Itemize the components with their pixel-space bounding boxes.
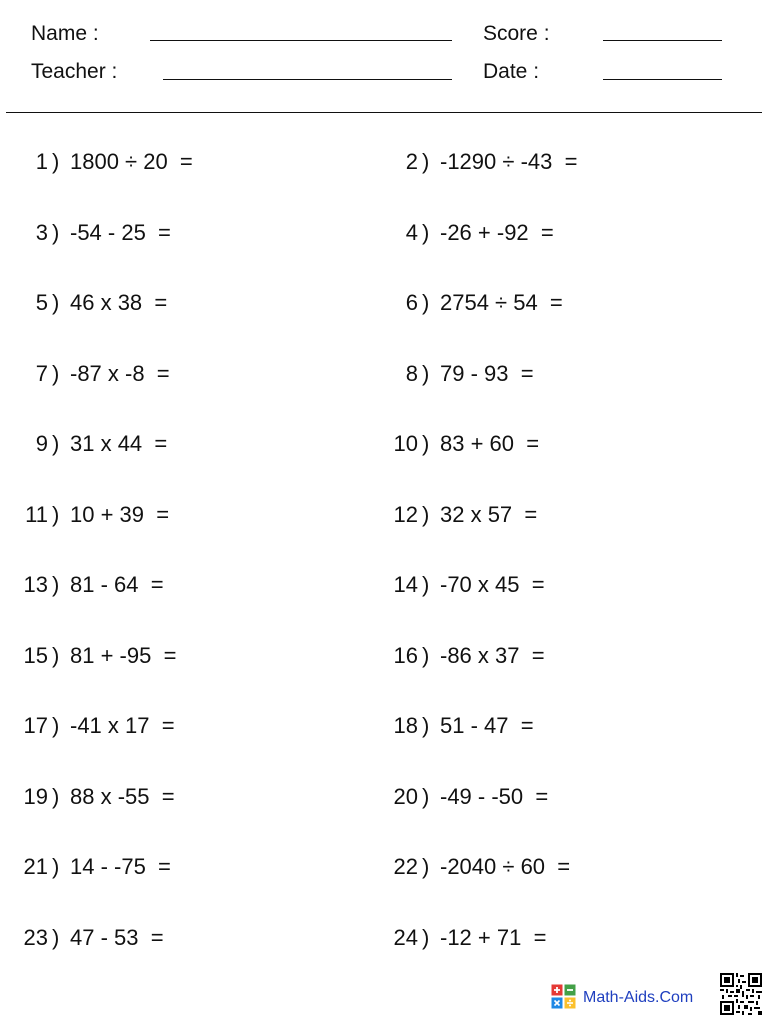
problem-12 <box>370 500 700 530</box>
problem-paren: ) <box>422 925 430 950</box>
problem-expression: -1290 ÷ -43 = <box>440 149 578 174</box>
problem-number: 1 <box>35 149 48 174</box>
problem-expression: 10 + 39 = <box>70 502 170 527</box>
problem-expression: 79 - 93 = <box>440 361 534 386</box>
problem-6 <box>370 288 700 318</box>
problem-paren: ) <box>422 431 430 456</box>
problem-expression: -87 x -8 = <box>70 361 170 386</box>
problem-23 <box>0 923 330 953</box>
problem-paren: ) <box>422 290 430 315</box>
problem-13 <box>0 570 330 600</box>
problem-8 <box>370 359 700 389</box>
date-line[interactable] <box>603 79 722 80</box>
problem-number: 7 <box>35 361 48 386</box>
problem-paren: ) <box>422 361 430 386</box>
problem-paren: ) <box>422 149 430 174</box>
problem-paren: ) <box>52 784 60 809</box>
problem-16 <box>370 641 700 671</box>
problem-expression: 32 x 57 = <box>440 502 538 527</box>
problem-19 <box>0 782 330 812</box>
problem-expression: -41 x 17 = <box>70 713 175 738</box>
score-label: Score : <box>483 22 550 45</box>
problem-number: 18 <box>393 713 418 738</box>
problem-number: 10 <box>393 431 418 456</box>
problem-number: 21 <box>23 854 48 879</box>
problem-paren: ) <box>52 502 60 527</box>
problem-expression: 83 + 60 = <box>440 431 540 456</box>
problem-number: 23 <box>23 925 48 950</box>
problem-11 <box>0 500 330 530</box>
problem-3 <box>0 218 330 248</box>
problem-20 <box>370 782 700 812</box>
problem-18 <box>370 711 700 741</box>
problem-expression: -54 - 25 = <box>70 220 171 245</box>
problem-paren: ) <box>52 854 60 879</box>
teacher-line[interactable] <box>163 79 452 80</box>
name-label: Name : <box>31 22 99 45</box>
problem-number: 20 <box>393 784 418 809</box>
problem-number: 16 <box>393 643 418 668</box>
problem-paren: ) <box>52 431 60 456</box>
problem-number: 5 <box>35 290 48 315</box>
problem-5 <box>0 288 330 318</box>
problem-number: 12 <box>393 502 418 527</box>
problem-expression: -12 + 71 = <box>440 925 547 950</box>
problem-paren: ) <box>52 925 60 950</box>
score-line[interactable] <box>603 40 722 41</box>
problem-21 <box>0 852 330 882</box>
problem-number: 3 <box>35 220 48 245</box>
problem-number: 15 <box>23 643 48 668</box>
header-divider <box>6 112 762 113</box>
problem-7 <box>0 359 330 389</box>
problem-9 <box>0 429 330 459</box>
problem-14 <box>370 570 700 600</box>
problem-number: 22 <box>393 854 418 879</box>
problem-paren: ) <box>52 572 60 597</box>
brand-link[interactable]: Math-Aids.Com <box>583 989 694 1006</box>
problem-paren: ) <box>52 290 60 315</box>
name-line[interactable] <box>150 40 452 41</box>
problem-number: 4 <box>405 220 418 245</box>
problem-number: 8 <box>405 361 418 386</box>
problem-paren: ) <box>52 220 60 245</box>
problem-15 <box>0 641 330 671</box>
problem-paren: ) <box>52 713 60 738</box>
problem-expression: -70 x 45 = <box>440 572 545 597</box>
problem-paren: ) <box>52 643 60 668</box>
problem-1 <box>0 147 330 177</box>
problem-4 <box>370 218 700 248</box>
problem-17 <box>0 711 330 741</box>
problem-number: 24 <box>393 925 418 950</box>
problem-number: 2 <box>405 149 418 174</box>
problem-expression: 88 x -55 = <box>70 784 175 809</box>
problem-10 <box>370 429 700 459</box>
problem-paren: ) <box>422 784 430 809</box>
problem-expression: -2040 ÷ 60 = <box>440 854 571 879</box>
problem-number: 19 <box>23 784 48 809</box>
problem-number: 13 <box>23 572 48 597</box>
qr-code-icon <box>720 973 762 1015</box>
problem-expression: 47 - 53 = <box>70 925 164 950</box>
problem-paren: ) <box>422 220 430 245</box>
problem-number: 6 <box>405 290 418 315</box>
problem-paren: ) <box>422 572 430 597</box>
problem-expression: 81 - 64 = <box>70 572 164 597</box>
problem-expression: 2754 ÷ 54 = <box>440 290 563 315</box>
problem-expression: -86 x 37 = <box>440 643 545 668</box>
problem-expression: 51 - 47 = <box>440 713 534 738</box>
problem-expression: 81 + -95 = <box>70 643 177 668</box>
problem-expression: 31 x 44 = <box>70 431 168 456</box>
problem-paren: ) <box>422 502 430 527</box>
problem-expression: 1800 ÷ 20 = <box>70 149 193 174</box>
problem-number: 17 <box>23 713 48 738</box>
problem-number: 9 <box>35 431 48 456</box>
problem-24 <box>370 923 700 953</box>
problem-expression: 46 x 38 = <box>70 290 168 315</box>
problem-expression: -26 + -92 = <box>440 220 554 245</box>
problem-paren: ) <box>52 149 60 174</box>
problem-number: 14 <box>393 572 418 597</box>
date-label: Date : <box>483 60 540 83</box>
problem-number: 11 <box>25 502 48 527</box>
problem-22 <box>370 852 700 882</box>
problem-paren: ) <box>52 361 60 386</box>
problem-expression: -49 - -50 = <box>440 784 549 809</box>
problem-paren: ) <box>422 643 430 668</box>
problem-2 <box>370 147 700 177</box>
problem-expression: 14 - -75 = <box>70 854 171 879</box>
problem-paren: ) <box>422 854 430 879</box>
math-operations-icon <box>551 984 576 1009</box>
teacher-label: Teacher : <box>31 60 118 83</box>
problem-paren: ) <box>422 713 430 738</box>
